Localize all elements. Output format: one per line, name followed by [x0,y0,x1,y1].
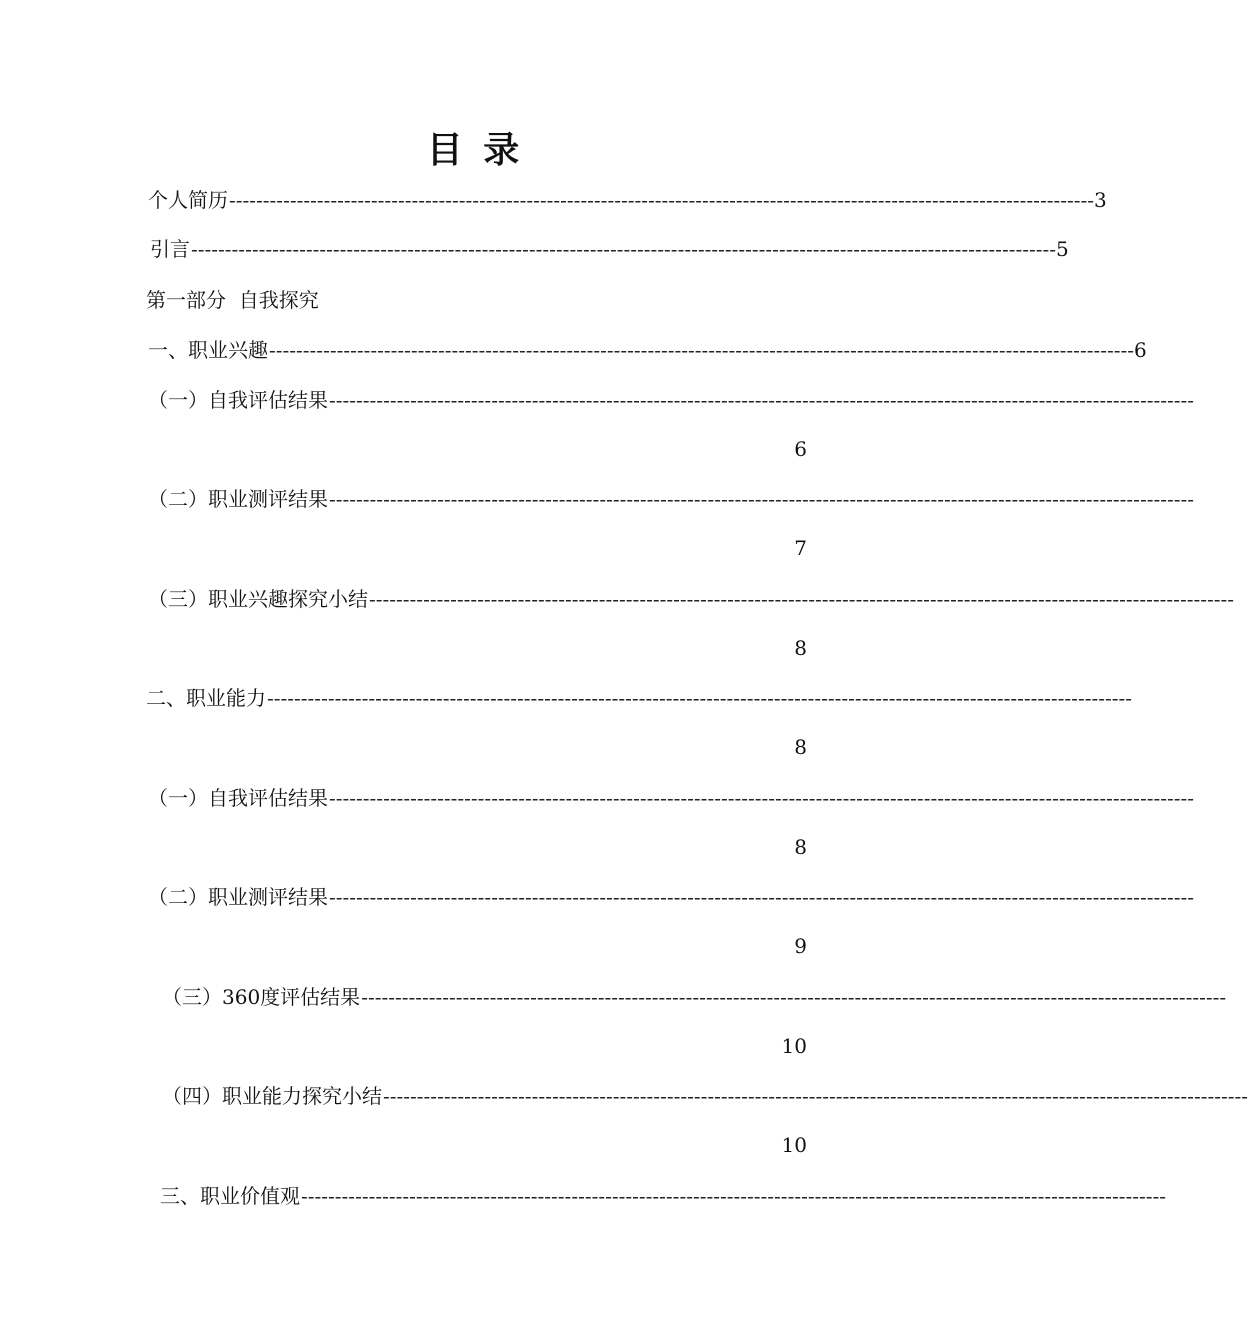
toc-entry-page: 7 [794,536,807,560]
toc-entry-label: （二）职业测评结果 [148,885,328,909]
toc-leader: -------------------------------------------------------------------------------------------------------------------------------- [269,338,1134,362]
toc-entry-page: 10 [781,1133,807,1157]
toc-entry-page: 5 [1056,237,1069,261]
toc-entry-page: 6 [794,437,807,461]
toc-entry-label: 二、职业能力 [146,686,266,710]
toc-entry[interactable] [150,233,1069,265]
toc-entry-label: （三）职业兴趣探究小结 [148,587,368,611]
toc-leader: -------------------------------------------------------------------------------------------------------------------------------- [329,786,1194,810]
toc-title: 目 录 [426,130,524,171]
toc-leader: -------------------------------------------------------------------------------------------------------------------------------- [191,237,1056,261]
toc-leader: -------------------------------------------------------------------------------------------------------------------------------- [329,487,1194,511]
toc-entry[interactable] [148,782,1194,814]
toc-entry[interactable] [160,1180,1166,1212]
toc-leader: -------------------------------------------------------------------------------------------------------------------------------- [329,885,1194,909]
toc-entry-label: （四）职业能力探究小结 [162,1084,382,1108]
toc-leader: -------------------------------------------------------------------------------------------------------------------------------- [329,388,1194,412]
toc-entry-label: 个人简历 [148,188,228,212]
toc-entry[interactable] [148,881,1194,913]
toc-entry-page: 8 [794,835,807,859]
toc-entry[interactable] [148,483,1194,515]
toc-entry-page: 10 [781,1034,807,1058]
toc-entry[interactable] [162,1080,1248,1112]
toc-entry-page: 8 [794,735,807,759]
toc-entry[interactable] [148,334,1147,366]
toc-entry-page: 8 [794,636,807,660]
toc-entry[interactable] [148,583,1234,615]
toc-entry[interactable] [146,682,1132,714]
toc-entry-page: 9 [794,934,807,958]
toc-leader: -------------------------------------------------------------------------------------------------------------------------------- [369,587,1234,611]
toc-entry-label: （一）自我评估结果 [148,388,328,412]
toc-entry-page: 6 [1134,338,1147,362]
toc-entry[interactable] [162,981,1227,1013]
toc-entry-label: （三）360度评估结果 [162,985,361,1009]
toc-entry-label: 一、职业兴趣 [148,338,268,362]
toc-entry-page: 3 [1094,188,1107,212]
toc-leader: -------------------------------------------------------------------------------------------------------------------------------- [301,1184,1166,1208]
toc-entry-label: 三、职业价值观 [160,1184,300,1208]
toc-entry-label: （一）自我评估结果 [148,786,328,810]
toc-leader: -------------------------------------------------------------------------------------------------------------------------------- [361,985,1227,1009]
toc-entry[interactable] [148,384,1194,416]
toc-section-heading[interactable]: 第一部分 自我探究 [146,288,319,312]
toc-entry-label: 引言 [150,237,190,261]
toc-leader: -------------------------------------------------------------------------------------------------------------------------------- [229,188,1094,212]
toc-leader: -------------------------------------------------------------------------------------------------------------------------------- [383,1084,1248,1108]
toc-entry[interactable] [148,184,1107,216]
toc-leader: -------------------------------------------------------------------------------------------------------------------------------- [267,686,1132,710]
toc-entry-label: （二）职业测评结果 [148,487,328,511]
